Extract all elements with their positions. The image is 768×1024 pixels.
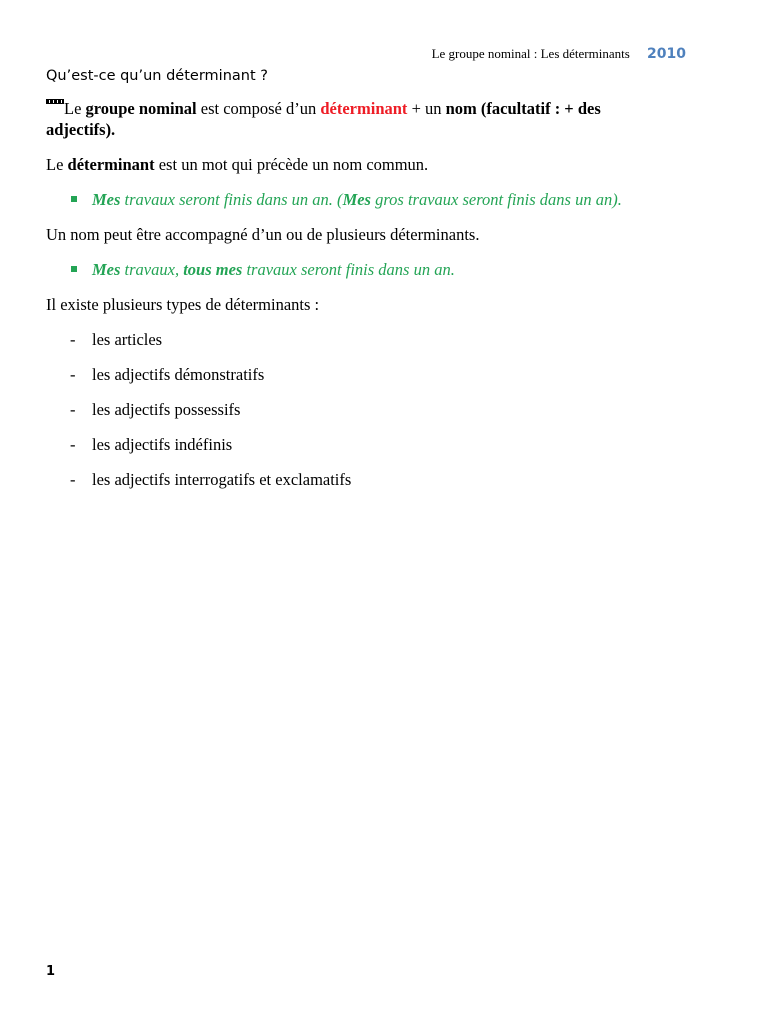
list-item: - les adjectifs interrogatifs et exclamatifs: [70, 470, 352, 489]
page-header: [432, 46, 686, 62]
highlighted-term: déterminant: [320, 99, 408, 118]
header-title: Le groupe nominal : Les déterminants: [431, 46, 630, 61]
page-number: 1: [46, 964, 56, 979]
types-intro-paragraph: Il existe plusieurs types de déterminants :: [46, 295, 320, 314]
list-item: - les articles: [70, 330, 163, 349]
determinant-types-list: [46, 329, 666, 490]
list-item: - les adjectifs indéfinis: [70, 435, 233, 454]
example-line-2: Mes travaux, tous mes travaux seront finis dans un an.: [46, 259, 666, 280]
square-bullet-icon: [71, 266, 77, 272]
header-year: 2010: [647, 46, 686, 62]
determinant-paragraph: Le déterminant est un mot qui précède un nom commun.: [46, 155, 429, 174]
example-line-1: Mes travaux seront finis dans un an. (Mes gros travaux seront finis dans un an).: [46, 189, 666, 210]
document-body: [46, 68, 666, 504]
list-item: - les adjectifs possessifs: [70, 400, 241, 419]
anchor-marker-icon: [46, 99, 64, 104]
multiple-determinants-paragraph: Un nom peut être accompagné d’un ou de plusieurs déterminants.: [46, 225, 480, 244]
section-heading: Qu’est-ce qu’un déterminant ?: [46, 68, 268, 84]
square-bullet-icon: [71, 196, 77, 202]
definition-paragraph: Le groupe nominal est composé d’un déterminant + un nom (facultatif : + des adjectifs).: [46, 99, 601, 139]
list-item: - les adjectifs démonstratifs: [70, 365, 265, 384]
